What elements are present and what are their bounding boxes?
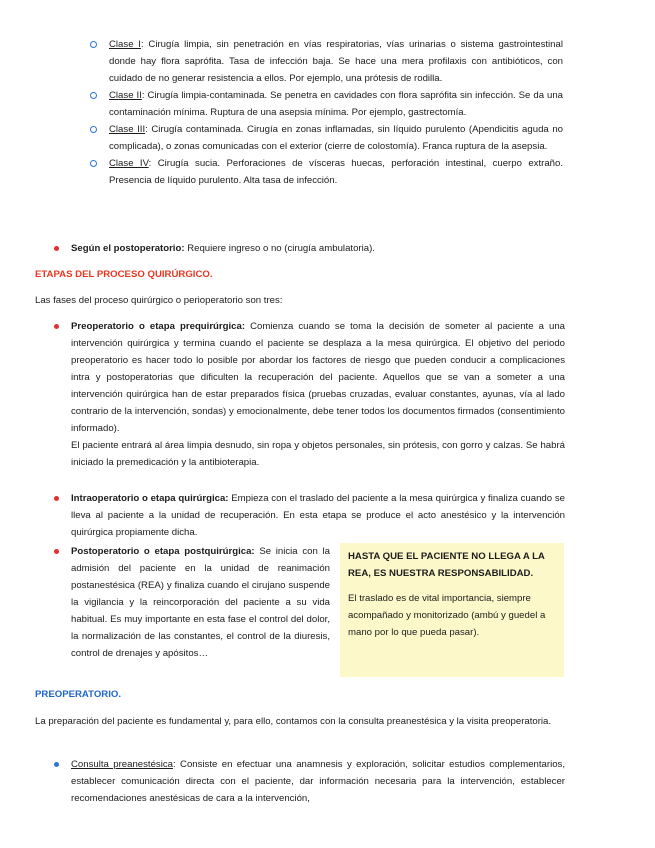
callout-title: HASTA QUE EL PACIENTE NO LLEGA A LA REA, ES NUESTRA RESPONSABILIDAD. — [348, 551, 545, 579]
item-label: Según el postoperatorio: — [71, 243, 185, 254]
circle-bullet-icon — [90, 92, 97, 99]
red-bullet-icon — [54, 496, 59, 501]
postop-classification-item — [71, 240, 565, 257]
red-bullet-icon — [54, 549, 59, 554]
list-item — [89, 121, 563, 155]
red-bullet-icon — [54, 246, 59, 251]
class-name: Clase IV — [109, 158, 149, 169]
item-label: Intraoperatorio o etapa quirúrgica: — [71, 493, 229, 504]
section-heading: PREOPERATORIO. — [35, 689, 122, 700]
postop-item — [71, 543, 330, 662]
circle-bullet-icon — [90, 160, 97, 167]
class-text: : Cirugía limpia, sin penetración en vías respiratorias, vías urinarias o sistema gastrointestinal donde hay flora saprófita. Tasa de infección baja. Se hace una mera profilaxis con antibióticos, con cuidado de no generar resistencia a ellos. Por ejemplo, una prótesis de rodilla. — [109, 39, 563, 84]
red-bullet-icon — [54, 324, 59, 329]
item-text: Comienza cuando se toma la decisión de someter al paciente a una intervención quirúrgica y termina cuando el paciente se desplaza a la mesa quirúrgica. El objetivo del periodo preoperatorio es hacer todo lo posible por abordar los factores de riesgo que pueden conducir a complicaciones intra y postoperatorias que dificulten la recuperación del paciente. Aquellos que se van a someter a una intervención quirúrgica han de estar preparados física (pruebas cruzadas, evaluar constantes, ayunas, vía al lado contrario de la intervención, sondas) y emocionalmente, debe tener todos los documentos firmados (consentimiento informado). — [71, 321, 565, 434]
class-name: Clase III — [109, 124, 146, 135]
item-text: Requiere ingreso o no (cirugía ambulatoria). — [184, 243, 375, 254]
item-label: Preoperatorio o etapa prequirúrgica: — [71, 321, 246, 332]
intraop-item — [71, 490, 565, 541]
class-text: : Cirugía contaminada. Cirugía en zonas inflamadas, sin líquido purulento (Apendicitis aguda no complicada), o zonas comunicadas con el exterior (cierre de colostomía). Franca ruptura de la asepsia. — [109, 124, 563, 152]
surgery-class-list — [89, 36, 563, 189]
list-item — [89, 87, 563, 121]
list-item — [89, 155, 563, 189]
circle-bullet-icon — [90, 126, 97, 133]
list-item — [89, 36, 563, 87]
class-text: : Cirugía limpia-contaminada. Se penetra en cavidades con flora saprófita sin infección. Se da una contaminación mínima. Ruptura de una asepsia mínima. Por ejemplo, gastrectomía. — [109, 90, 563, 118]
class-text: : Cirugía sucia. Perforaciones de vísceras huecas, perforación intestinal, cuerpo extraño. Presencia de líquido purulento. Alta tasa de infección. — [109, 158, 563, 186]
responsibility-callout — [340, 543, 564, 677]
section-intro: Las fases del proceso quirúrgico o perioperatorio son tres: — [35, 295, 283, 306]
class-name: Clase II — [109, 90, 142, 101]
item-text: Se inicia con la admisión del paciente en la unidad de reanimación postanestésica (REA) y finaliza cuando el cirujano suspende la vigilancia y la reincorporación del paciente a su vida habitual. Es muy importante en esta fase el control del dolor, la normalización de las constantes, el control de la diuresis, control de drenajes y apósitos… — [71, 546, 330, 659]
item-label: Consulta preanestésica — [71, 759, 173, 770]
item-text: Empieza con el traslado del paciente a la mesa quirúrgica y finaliza cuando se lleva al paciente a la unidad de recuperación. En esta etapa se produce el acto anestésico y la intervención quirúrgica propiamente dicha. — [71, 493, 565, 538]
blue-bullet-icon — [54, 762, 59, 767]
preop-item — [71, 318, 565, 471]
consulta-item — [71, 756, 565, 807]
section-intro: La preparación del paciente es fundamental y, para ello, contamos con la consulta preanestésica y la visita preoperatoria. — [35, 716, 552, 727]
callout-body: El traslado es de vital importancia, siempre acompañado y monitorizado (ambú y guedel a mano por lo que pueda pasar). — [348, 593, 546, 638]
item-label: Postoperatorio o etapa postquirúrgica: — [71, 546, 255, 557]
section-heading: ETAPAS DEL PROCESO QUIRÚRGICO. — [35, 269, 213, 280]
class-name: Clase I — [109, 39, 141, 50]
item-text: : Consiste en efectuar una anamnesis y exploración, solicitar estudios complementarios, establecer comunicación directa con el paciente, dar información necesaria para la intervención, establecer recomendaciones anestésicas de cara a la intervención, — [71, 759, 565, 804]
item-extra: El paciente entrará al área limpia desnudo, sin ropa y objetos personales, sin prótesis, con gorro y calzas. Se habrá iniciado la premedicación y la antibioterapia. — [71, 440, 565, 468]
circle-bullet-icon — [90, 41, 97, 48]
